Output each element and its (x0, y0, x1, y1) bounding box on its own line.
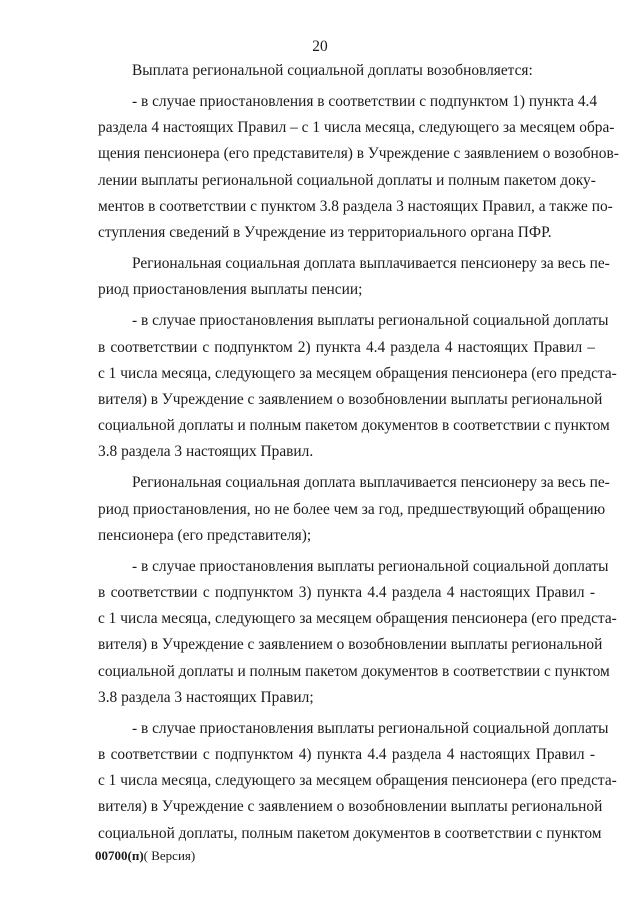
text-line: - в случае приостановления выплаты региональной социальной доплаты (132, 312, 609, 330)
text-line: 3.8 раздела 3 настоящих Правил. (98, 443, 314, 461)
text-line: лении выплаты региональной социальной доплаты и полным пакетом доку- (98, 171, 596, 189)
text-line: Региональная социальная доплата выплачивается пенсионеру за весь пе- (132, 255, 610, 273)
text-line: риод приостановления, но не более чем за год, предшествующий обращению (98, 500, 606, 518)
text-line: социальной доплаты и полным пакетом документов в соответствии с пунктом (98, 662, 610, 680)
footer-version: ( Версия) (143, 848, 196, 863)
text-line: социальной доплаты и полным пакетом документов в соответствии с пунктом (98, 417, 610, 435)
text-line: - в случае приостановления выплаты региональной социальной доплаты (132, 557, 609, 575)
text-line: ступления сведений в Учреждение из территориального органа ПФР. (98, 224, 552, 242)
text-line: ментов в соответствии с пунктом 3.8 раздела 3 настоящих Правил, а также по- (98, 197, 613, 215)
text-line: 3.8 раздела 3 настоящих Правил; (98, 688, 314, 706)
text-line: с 1 числа месяца, следующего за месяцем обращения пенсионера (его предста- (98, 610, 617, 628)
page-number: 20 (312, 38, 328, 55)
document-body (98, 58, 619, 847)
text-line: Региональная социальная доплата выплачивается пенсионеру за весь пе- (132, 474, 610, 492)
footer (95, 848, 195, 864)
text-line: раздела 4 настоящих Правил – с 1 числа месяца, следующего за месяцем обра- (98, 119, 615, 137)
text-line: риод приостановления выплаты пенсии; (98, 281, 363, 299)
text-line: вителя) в Учреждение с заявлением о возобновлении выплаты региональной (98, 390, 603, 408)
text-line: с 1 числа месяца, следующего за месяцем обращения пенсионера (его предста- (98, 772, 617, 790)
text-line: вителя) в Учреждение с заявлением о возобновлении выплаты региональной (98, 636, 603, 654)
text-line: в соответствии с подпунктом 4) пункта 4.4 раздела 4 настоящих Правил - (98, 746, 595, 764)
text-line: в соответствии с подпунктом 2) пункта 4.4 раздела 4 настоящих Правил – (98, 338, 595, 356)
text-line: социальной доплаты, полным пакетом документов в соответствии с пунктом (98, 824, 602, 842)
text-line: пенсионера (его представителя); (98, 526, 312, 544)
text-line: Выплата региональной социальной доплаты возобновляется: (132, 62, 533, 79)
text-line: вителя) в Учреждение с заявлением о возобновлении выплаты региональной (98, 798, 603, 816)
text-line: с 1 числа месяца, следующего за месяцем обращения пенсионера (его предста- (98, 364, 617, 382)
footer-code: 00700(п) (95, 848, 144, 863)
text-line: - в случае приостановления в соответствии с подпунктом 1) пункта 4.4 (132, 93, 598, 111)
text-line: щения пенсионера (его представителя) в Учреждение с заявлением о возобнов- (98, 145, 619, 163)
text-line: - в случае приостановления выплаты региональной социальной доплаты (132, 719, 609, 737)
text-line: в соответствии с подпунктом 3) пункта 4.4 раздела 4 настоящих Правил - (98, 584, 595, 602)
